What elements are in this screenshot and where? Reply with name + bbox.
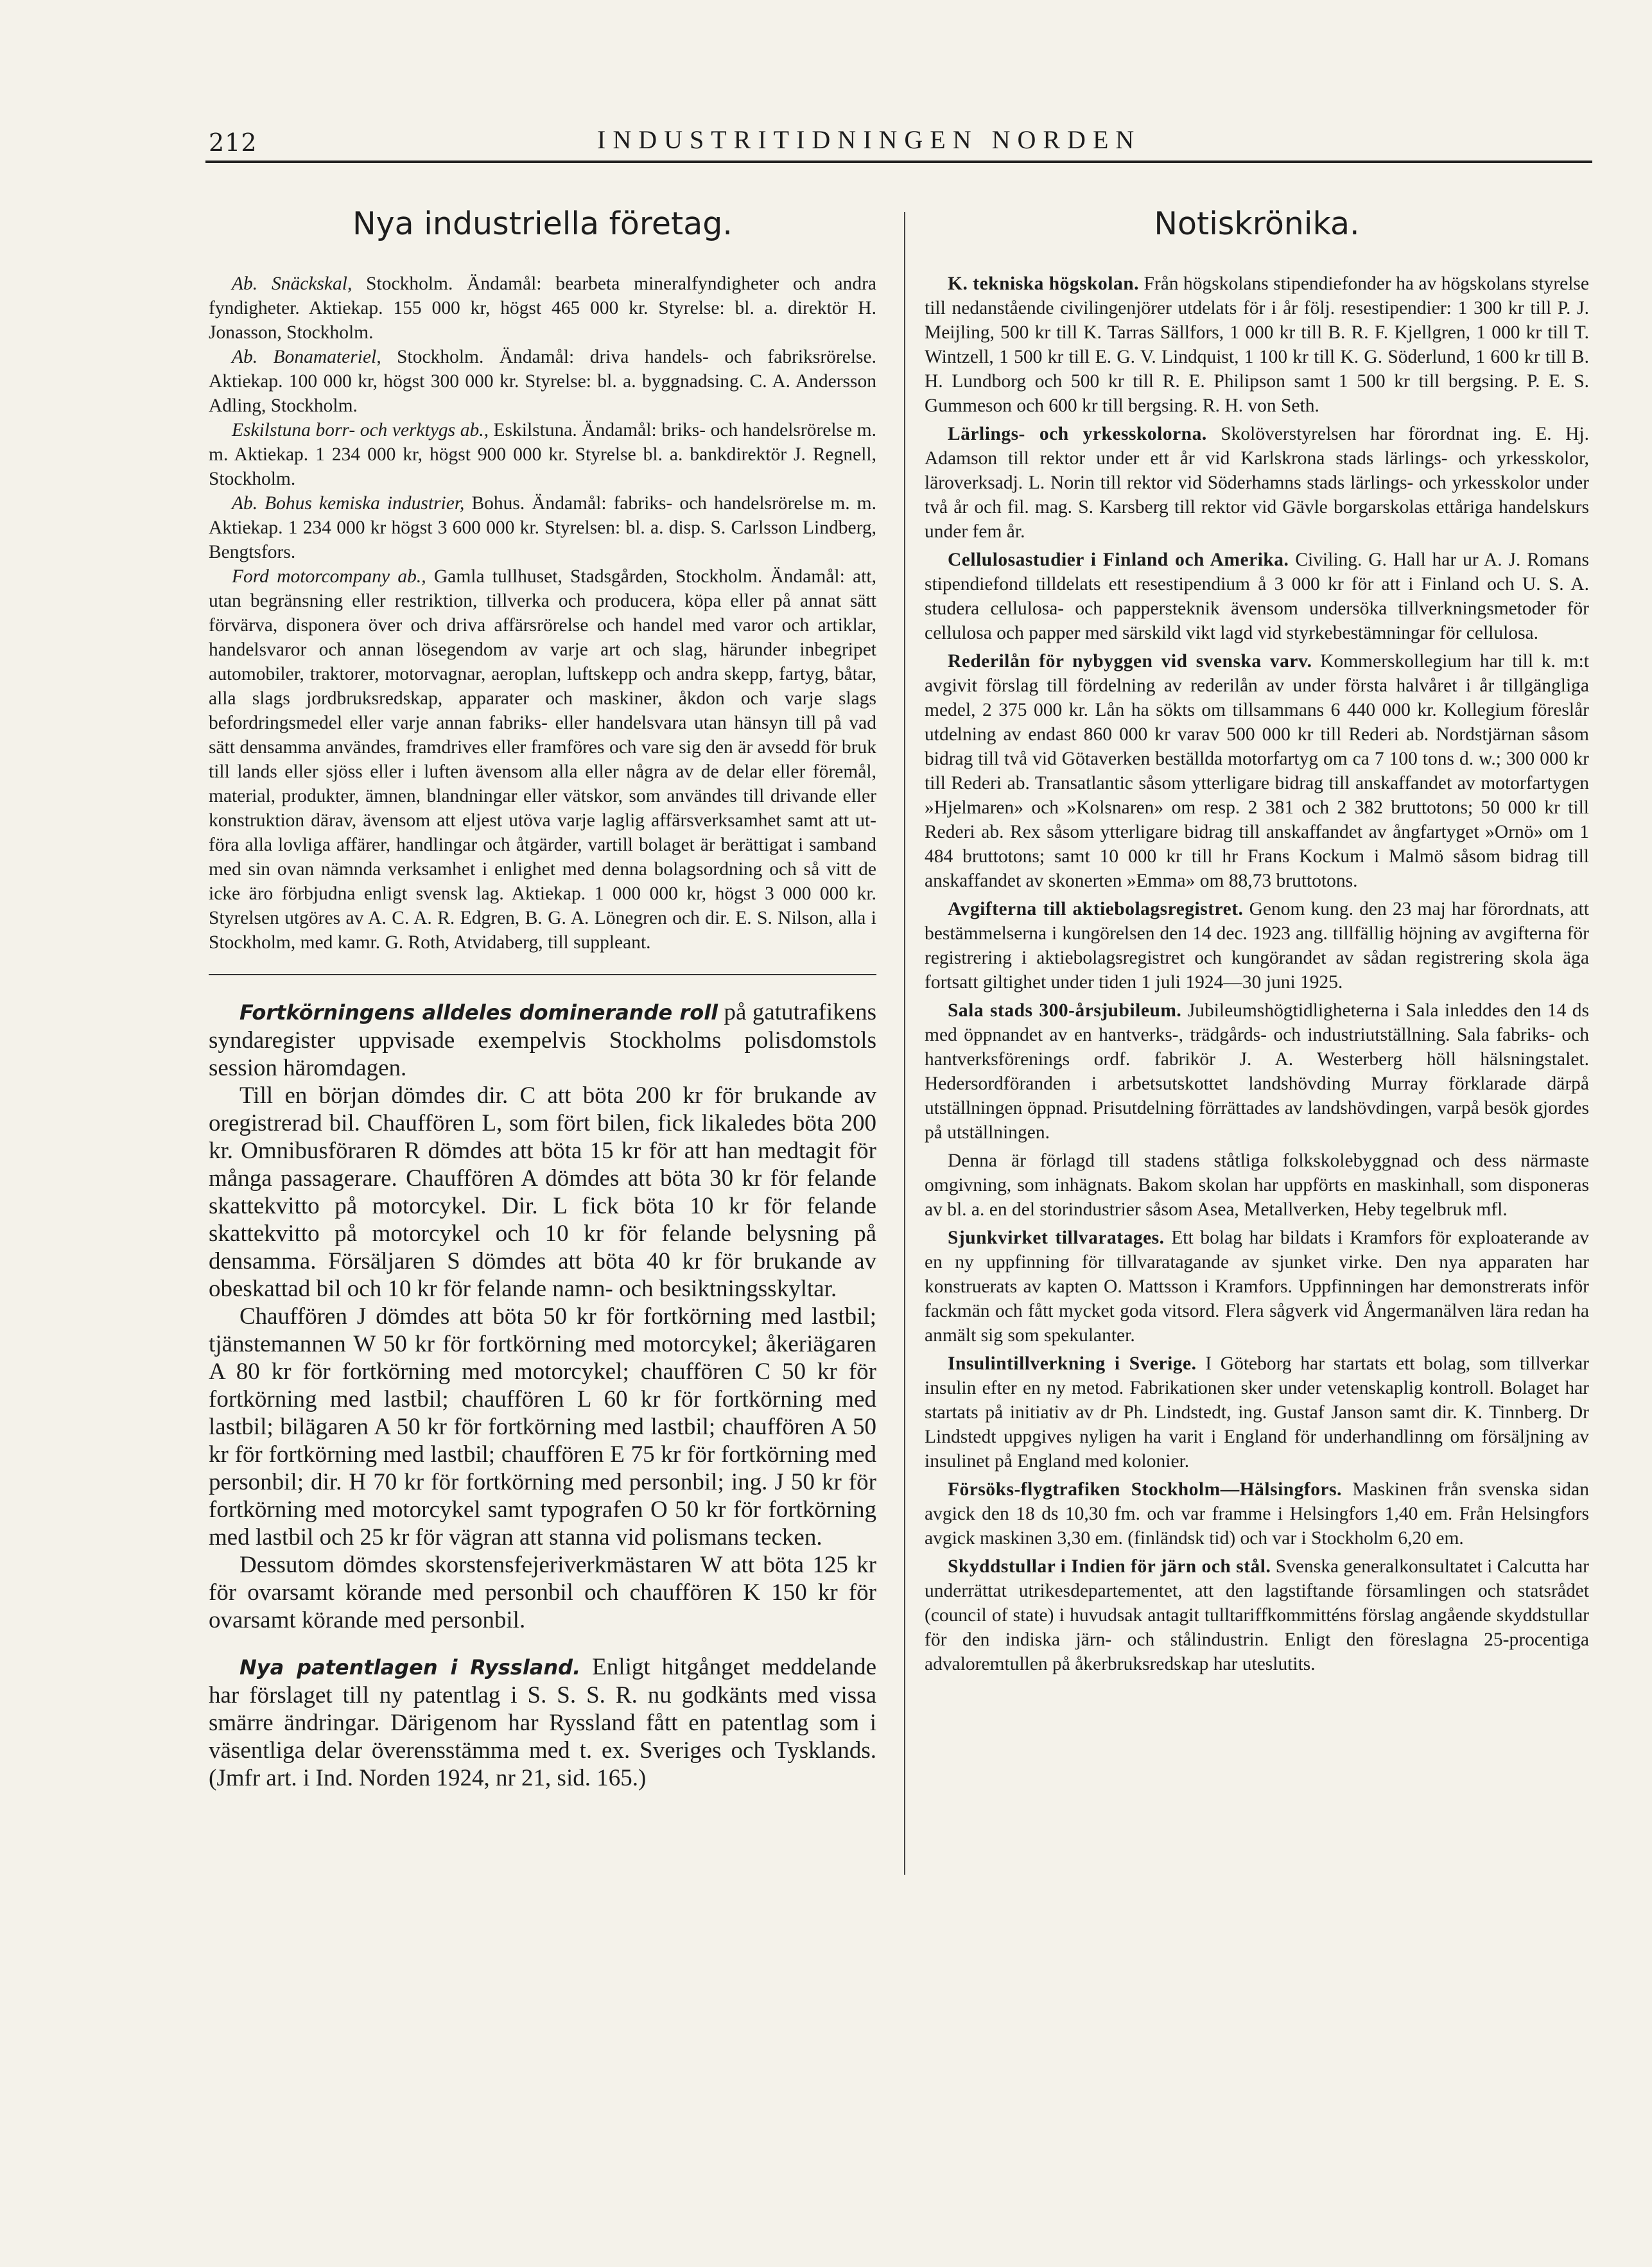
news-text: Jubileumshögtidligheterna i Sala inleddes den 14 ds med öppnandet av en hantverks-, trädgårds- och industriutställning. Sala fabriks- och hantverksförenings ordf. fabrikör J. A. Westerberg höll hälsningstalet. Hedersordföranden i arbetsutskottet landshövding Murray förklarade därpå utställningen öppnad. Prisutdelning förrättades av landshövdingen, varpå besök gjordes på utställningen.	[925, 1000, 1589, 1143]
company-text: Bohus. Ändamål: fabriks- och handelsrörelse m. m. Aktiekap. 1 234 000 kr högst 3 600 000 kr. Styrelsen: bl. a. disp. S. Carlsson Lindberg, Bengtsfors.	[209, 493, 876, 562]
article-lead: Fortkörningens alldeles dominerande roll	[239, 1000, 718, 1025]
company-name: Ford motorcompany ab.,	[232, 566, 426, 587]
article-text: på gatutrafikens syndaregister uppvisade exempelvis Stockholms polisdomstols session häromdagen.	[209, 999, 876, 1081]
company-name: Ab. Bohus kemiska industrier,	[232, 493, 465, 514]
news-item	[925, 548, 1589, 645]
news-heading: Insulintillverkning i Sverige.	[948, 1353, 1197, 1374]
company-entry	[209, 418, 876, 491]
news-heading: Cellulosastudier i Finland och Amerika.	[948, 550, 1289, 570]
left-column	[209, 193, 876, 1792]
company-listings	[209, 272, 876, 955]
company-entry	[209, 564, 876, 955]
news-item	[925, 649, 1589, 893]
news-text: Från högskolans stipendiefonder ha av högskolans styrelse till nedanstående civilingenjörer utdelats för i år följ. resestipendier: 1 300 kr till P. J. Meijling, 500 kr till K. Tarras Sällfors, 1 000 kr till B. R. F. Kjellgren, 1 000 kr till T. Wintzell, 1 500 kr till E. G. V. Lindquist, 1 100 kr till K. G. Söderlund, 1 600 kr till B. H. Lundborg och 500 kr till R. E. Philipson samt 1 500 kr till bergsing. P. E. S. Gummeson och 600 kr till bergsing. R. H. von Seth.	[925, 274, 1590, 416]
news-text: Genom kung. den 23 maj har förordnats, att bestämmelserna i kungörelsen den 14 dec. 1923 ang. tillfällig höjning av avgifterna för registrering i aktiebolagsregistret och kungörandet av sådan registrering skola äga fortsatt giltighet under tiden 1 juli 1924—30 juni 1925.	[925, 899, 1589, 993]
article-text: Enligt hitgånget meddelande har förslaget till ny patentlag i S. S. S. R. nu godkänts med vissa smärre ändringar. Därigenom har Ryssland fått en patentlag som i väsentliga delar överensstämma med t. ex. Sveriges och Tysklands. (Jmfr art. i Ind. Norden 1924, nr 21, sid. 165.)	[209, 1654, 877, 1791]
page-number: 212	[209, 128, 257, 157]
article-paragraph: Dessutom dömdes skorstensfejeriverkmästaren W att böta 125 kr för ovarsamt körande med personbil och chauffören K 150 kr för ovarsamt körande med personbil.	[209, 1552, 876, 1633]
company-name: Eskilstuna borr- och verktygs ab.,	[232, 420, 489, 440]
news-item	[925, 1554, 1589, 1676]
company-text: Eskilstuna. Ändamål: briks- och handelsrörelse m. m. Aktiekap. 1 234 000 kr, högst 900 000 kr. Styrelse bl. a. bankdirektör J. Regnell, Stockholm.	[209, 420, 877, 489]
news-heading: Försöks-flygtrafiken Stockholm—Hälsingfors.	[948, 1479, 1342, 1500]
section-title-news-chronicle: Notiskrönika.	[1154, 205, 1360, 242]
news-text: Civiling. G. Hall har ur A. J. Romans stipendiefond tilldelats ett resestipendium å 3 000 kr för att i Finland och U. S. A. studera cellulosa- och pappersteknik ävensom undersöka tillverkningsmetoder för cellulosa och papper med särskild vikt lagd vid styrkebestämningar för cellulosa.	[925, 550, 1589, 643]
news-heading: K. tekniska högskolan.	[948, 274, 1140, 294]
news-item	[925, 272, 1589, 418]
news-heading: Avgifterna till aktiebolagsregistret.	[948, 899, 1244, 919]
company-text: Gamla tullhuset, Stadsgården, Stockholm. Ändamål: att, utan begränsning eller restriktion, tillverka och producera, köpa eller på annat sätt förvärva, disponera över och driva affärsrörelse och handel med varor och artiklar, handelsvaror och annan lösegendom av varje art och slag, härunder inbegripet automobiler, traktorer, motorvagnar, aeroplan, luftskepp och andra skepp, fartyg, båtar, alla slags jordbruksredskap, apparater och maskiner, åkdon och varje slags befordringsmedel eller varje annan fabriks- eller handelsvara utan hänsyn till på vad sätt densamma användes, framdrives eller framföres och vare sig den är avsedd för bruk till lands eller sjöss eller i luften ävensom alla eller några av de delar eller föremål, material, produkter, ämnen, blandningar eller vätskor, som användes till drivande eller konstruktion därav, ävensom att eljest utöva varje laglig affärsverksamhet samt att utföra alla lovliga affärer, handlingar och åtgärder, vartill bolaget är berättigat i samband med sin ovan nämnda verksamhet i enlighet med denna bolagsordning och så vitt de icke äro förbjudna enligt svensk lag. Aktiekap. 1 000 000 kr, högst 3 000 000 kr. Styrelsen utgöres av A. C. A. R. Edgren, B. G. A. Lönegren och dir. E. S. Nilson, alla i Stockholm, med kamr. G. Roth, Atvidaberg, till suppleant.	[209, 566, 876, 953]
news-text: Svenska generalkonsultatet i Calcutta har underrättat utrikesdepartementet, att den lagstiftande församlingen och statsrådet (council of state) i huvudsak antagit tulltariffkommitténs förslag angående skyddstullar för den indiska järn- och stålindustrin. Enligt den föreslagna 25-procentiga advaloremtullen på åkerbruksredskap har uteslutits.	[925, 1556, 1590, 1674]
section-title-new-companies: Nya industriella företag.	[352, 205, 733, 242]
company-name: Ab. Bonamateriel,	[232, 347, 381, 367]
news-item	[925, 1477, 1589, 1550]
news-item	[925, 1351, 1589, 1473]
news-heading: Skyddstullar i Indien för järn och stål.	[948, 1556, 1271, 1577]
news-heading: Sala stads 300-årsjubileum.	[948, 1000, 1182, 1021]
news-items	[925, 272, 1589, 1676]
company-entry	[209, 345, 876, 418]
company-entry	[209, 272, 876, 345]
article-paragraph	[209, 1653, 876, 1792]
company-name: Ab. Snäckskal,	[232, 274, 352, 294]
news-heading: Lärlings- och yrkesskolorna.	[948, 424, 1207, 444]
column-divider	[904, 212, 905, 1875]
news-text: Ett bolag har bildats i Kramfors för exploaterande av en ny uppfinning för tillvaratagande av sjunket virke. Den nya apparaten har konstruerats av kapten O. Mattsson i Kramfors. Uppfinningen har demonstrerats inför fackmän och fått mycket goda vitsord. Flera sågverk vid Ångermanälven lära redan ha anmält sig som spekulanter.	[925, 1228, 1590, 1346]
running-head: INDUSTRITIDNINGEN NORDEN	[597, 125, 1142, 154]
company-text: Stockholm. Ändamål: driva handels- och fabriksrörelse. Aktiekap. 100 000 kr, högst 300 000 kr. Styrelse: bl. a. byggnadsing. C. A. Andersson Adling, Stockholm.	[209, 347, 876, 416]
spacer	[209, 1634, 876, 1653]
article-paragraph: Chauffören J dömdes att böta 50 kr för fortkörning med lastbil; tjänstemannen W 50 kr för fortkörning med motorcykel; åkeriägaren A 80 kr för fortkörning med motorcykel; chauffören C 50 kr för fortkörning med lastbil; chauffören L 60 kr för fortkörning med lastbil; bilägaren A 50 kr för fortkörning med lastbil; chauffören A 50 kr för fortkörning med lastbil; chauffören E 75 kr för fortkörning med personbil; dir. H 70 kr för fortkörning med personbil; ing. J 50 kr för fortkörning med motorcykel samt typografen O 50 kr för fortkörning med lastbil och 25 kr för vägran att stanna vid polismans tecken.	[209, 1303, 876, 1550]
company-entry	[209, 491, 876, 564]
article-speeding	[209, 998, 876, 1792]
news-item	[925, 422, 1589, 544]
news-text: Maskinen från svenska sidan avgick den 18 ds 10,30 fm. och var framme i Helsingfors 1,40 em. Från Helsingfors avgick maskinen 3,30 em. (finländsk tid) och var i Stockholm 6,20 em.	[925, 1479, 1589, 1549]
article-paragraph: Till en början dömdes dir. C att böta 200 kr för brukande av oregistrerad bil. Chauffören L, som fört bilen, fick likaledes böta 200 kr. Omnibusföraren R dömdes att böta 15 kr för att han medtagit för många passagerare. Chauffören A dömdes att böta 30 kr för felande skattekvitto på motorcykel. Dir. L fick böta 10 kr för felande skattekvitto på motorcykel och 10 kr för felande belysning på densamma. Försäljaren S dömdes att böta 40 kr för brukande av obeskattad bil och 10 kr för felande namn- och besiktningsskyltar.	[209, 1082, 876, 1302]
article-paragraph	[209, 998, 876, 1082]
company-text: Stockholm. Ändamål: bearbeta mineralfyndigheter och andra fyndigheter. Aktiekap. 155 000 kr, högst 465 000 kr. Styrelse: bl. a. direktör H. Jonasson, Stockholm.	[209, 274, 876, 343]
right-column	[925, 193, 1589, 1680]
section-separator	[209, 974, 876, 975]
article-lead: Nya patentlagen i Ryssland.	[239, 1655, 581, 1680]
news-heading: Rederilån för nybyggen vid svenska varv.	[948, 651, 1312, 672]
news-text: Kommerskollegium har till k. m:t avgivit förslag till fördelning av rederilån av under första halvåret i år tillgängliga medel, 2 375 000 kr. Lån ha sökts om tillsammans 6 440 000 kr. Kollegium föreslår utdelning av endast 860 000 kr varav 500 000 kr till Rederi ab. Nordstjärnan såsom bidrag till två vid Götaverken beställda motorfartyg om ca 7 100 tons d. w.; 300 000 kr till Rederi ab. Transatlantic såsom ytterligare bidrag till anskaffandet av motorfartygen »Hjelmaren» och »Kolsnaren» om resp. 2 381 och 2 382 bruttotons; 50 000 kr till Rederi ab. Rex såsom ytterligare bidrag till anskaffandet av ångfartyget »Ornö» om 1 484 bruttotons; samt 10 000 kr till hr Frans Kockum i Malmö såsom bidrag till anskaffandet av skonerten »Emma» om 88,73 bruttotons.	[925, 651, 1589, 891]
header-rule	[205, 161, 1592, 163]
news-item-continued: Denna är förlagd till stadens ståtliga folkskolebyggnad och dess närmaste omgivning, som inhägnats. Bakom skolan har uppförts en maskinhall, som disponeras av bl. a. en del storindustrier såsom Asea, Metallverken, Heby tegelbruk mfl.	[925, 1151, 1589, 1220]
news-item	[925, 998, 1589, 1145]
news-item	[925, 1226, 1589, 1348]
news-text: I Göteborg har startats ett bolag, som tillverkar insulin efter en ny metod. Fabrikationen sker under vetenskaplig kontroll. Bolaget har startats på initiativ av dr Ph. Lindstedt, ing. Gustaf Janson samt dir. K. Tinnberg. Dr Lindstedt uppgives nyligen ha varit i England för underhandlinng om försäljning av insulinet på England med kolonier.	[925, 1353, 1589, 1472]
news-heading: Sjunkvirket tillvaratages.	[948, 1228, 1165, 1248]
news-item	[925, 897, 1589, 995]
news-text: Skolöverstyrelsen har förordnat ing. E. Hj. Adamson till rektor under ett år vid Karlskrona stads lärlings- och yrkesskolor, läroverksadj. L. Norin till rektor vid Söderhamns stads lärlings- och yrkesskolor under två år och fil. mag. S. Karsberg till rektor vid Gävle borgarskolas ettåriga handelskurs under fem år.	[925, 424, 1589, 542]
